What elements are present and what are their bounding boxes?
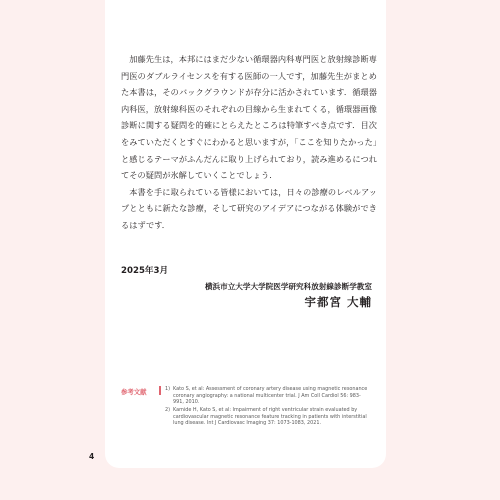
reference-item	[165, 386, 370, 406]
author-name: 宇都宮 大輔	[304, 295, 372, 309]
references-marker	[159, 386, 161, 395]
reference-number: 2)	[165, 407, 171, 414]
reference-item	[165, 407, 370, 427]
reference-text: Kato S, et al: Assessment of coronary artery disease using magnetic resonance coronary angiography: a national multicenter trial. J Am Coll Cardiol 56: 983-991, 2010.	[173, 386, 368, 406]
date: 2025年3月	[121, 266, 169, 276]
preface-body	[121, 51, 377, 234]
page-number: 4	[89, 452, 95, 461]
references-list	[165, 386, 370, 429]
reference-number: 1)	[165, 386, 171, 392]
paragraph: 加藤先生は，本邦にはまだ少ない循環器内科専門医と放射線診断専門医のダブルライセンスを有する医師の一人です，加藤先生がまとめた本書は，そのバックグラウンドが存分に活かされています．循環器内科医，放射線科医のそれぞれの目線から生まれてくる，循環器画像診断に関する疑問を的確にとらえたところは特筆すべき点です．目次をみていただくとすぐにわかると思いますが，「ここを知りたかった」と感じるテーマがふんだんに取り上げられており，読み進めるにつれてその疑問が氷解していくことでしょう．	[121, 54, 377, 181]
paragraph: 本書を手に取られている皆様においては，日々の診療のレベルアップとともに新たな診療，そして研究のアイデアにつながる体験ができるはずです．	[121, 186, 377, 230]
references-label: 参考文献	[121, 388, 147, 396]
author-affiliation: 横浜市立大学大学院医学研究科放射線診断学教室	[204, 282, 372, 291]
reference-text: Kamide H, Kato S, et al: Impairment of right ventricular strain evaluated by cardiovascular magnetic resonance feature tracking in patients with interstitial lung disease. Int J Cardiovasc Imaging 37: 1073-1083, 2021.	[173, 407, 367, 427]
